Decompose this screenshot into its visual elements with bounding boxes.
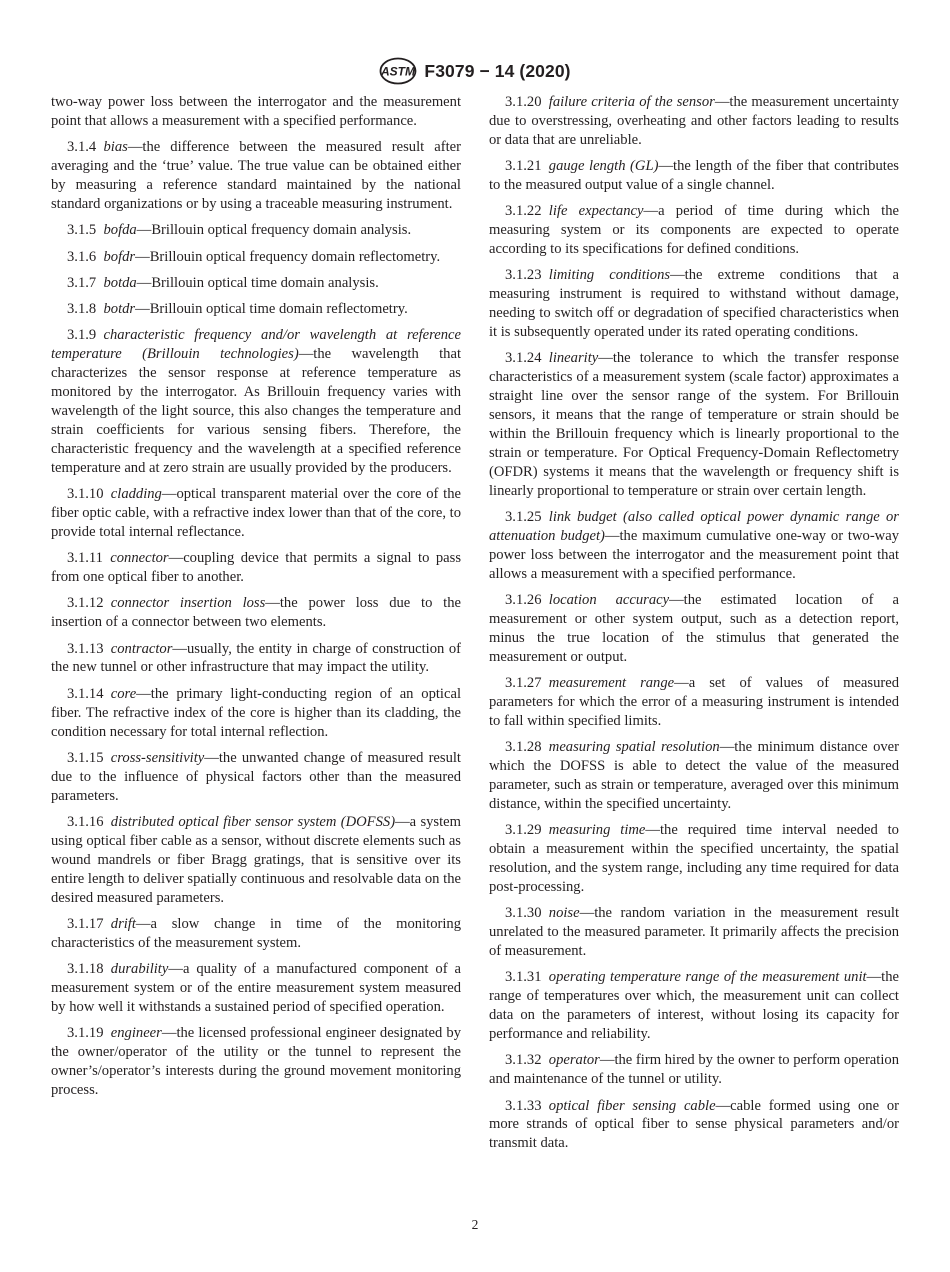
definition-3-1-19 [51,1024,461,1100]
definition-3-1-17 [51,915,461,953]
section-number: 3.1.21 [505,158,542,175]
section-number: 3.1.5 [67,222,97,239]
definition-text: —the difference between the measured result after averaging and the ‘true’ value. The true value can be obtained either by measuring a reference standard maintained by the national standard organizations or by using a traceable measuring instrument. [51,139,461,212]
term: failure criteria of the sensor [548,94,715,110]
section-number: 3.1.15 [67,749,104,766]
definition-text: —Brillouin optical time domain analysis. [136,274,379,291]
section-number: 3.1.14 [67,685,104,702]
definition-text: —cable formed using one or more strands of optical fiber to sense physical parameters and/or transmit data. [489,1097,899,1152]
term: cross-sensitivity [110,749,205,766]
definition-3-1-28 [489,738,899,814]
section-number: 3.1.28 [505,739,542,756]
definition-3-1-11 [51,549,461,587]
definition-3-1-14 [51,685,461,742]
page-number: 2 [471,1217,479,1232]
definition-3-1-15 [51,749,461,806]
definition-text: —the measurement uncertainty due to overstressing, overheating and other factors leading to results or data that are unreliable. [489,94,899,148]
term: connector insertion loss [110,595,266,612]
definition-text: —the power loss due to the insertion of a connector between two elements. [51,595,461,631]
section-number: 3.1.11 [67,550,103,567]
astm-logo [379,57,417,85]
term: limiting conditions [548,267,671,284]
definition-text: —the minimum distance over which the DOFSS is able to detect the value of the measured parameter, such as strain or temperature, averaged over this minimum distance, within the specified uncertainty. [489,739,900,812]
section-number: 3.1.13 [67,640,104,657]
definition-3-1-7 [51,274,461,293]
section-number: 3.1.22 [505,203,542,220]
right-column [489,93,899,1153]
definition-3-1-6 [51,248,461,267]
section-number: 3.1.20 [505,94,542,110]
term: optical fiber sensing cable [548,1097,716,1114]
term: operator [548,1052,600,1069]
definition-text: —the tolerance to which the transfer response characteristics of a measurement system (scale factor) approximates a straight line over the sensor range of the system. For Brillouin sensors, it means that the range of temperature or strain should be within the Brillouin frequency which is linearly proportional to the strain or temperature. For Optical Frequency-Domain Reflectometry (OFDR) systems it means that the wavelength or frequency shift is linearly proportional to temperature or strain over certain length. [489,350,899,499]
definition-3-1-13 [51,640,461,678]
page-header [0,56,950,86]
definition-3-1-18 [51,960,461,1017]
term: durability [110,961,169,978]
definition-text: —a system using optical fiber cable as a sensor, without discrete elements such as wound mandrels or fiber Bragg gratings, that is sensitive over its entire length to deliver spatially continuous and resolvable data on the desired measured parameters. [51,813,461,906]
definition-3-1-26 [489,591,899,667]
definition-text: —optical transparent material over the core of the fiber optic cable, with a refractive index lower than that of the core, to provide total internal reflectance. [51,486,461,540]
section-number: 3.1.33 [505,1097,542,1114]
definition-text: —a period of time during which the measuring system or its components are expected to operate according to its specifications for defined conditions. [489,203,899,258]
definition-text: —the unwanted change of measured result due to the influence of physical factors other than the measured parameters. [51,749,461,804]
definition-3-1-12 [51,594,461,632]
term: connector [110,550,169,567]
section-number: 3.1.4 [67,139,97,156]
definition-text: —the licensed professional engineer designated by the owner/operator of the utility or the tunnel to represent the owner’s/operator’s interests during the ground movement monitoring process. [51,1025,461,1098]
definition-3-1-32 [489,1051,899,1089]
section-number: 3.1.25 [505,509,542,526]
definition-continuation [51,93,461,131]
definition-3-1-27 [489,674,899,731]
term: characteristic frequency and/or wavelength at reference temperature (Brillouin technologies) [51,327,461,363]
definition-text: —the length of the fiber that contributes to the measured output value of a single channel. [489,158,899,194]
definition-3-1-31 [489,968,899,1044]
definition-3-1-30 [489,904,899,961]
term: noise [548,905,580,922]
term: contractor [110,640,173,657]
definition-text: —the primary light-conducting region of an optical fiber. The refractive index of the core is higher than its cladding, the condition necessary for total internal reflection. [51,685,461,740]
term: botda [103,274,137,291]
definition-3-1-29 [489,821,899,897]
term: cladding [110,486,162,503]
definition-text: —a slow change in time of the monitoring characteristics of the measurement system. [51,915,461,951]
definition-text: —the extreme conditions that a measuring instrument is required to withstand without damage, needing to switch off or degradation of specified characteristics when it is subsequently operated under its rated operating conditions. [489,267,899,341]
definition-text: —the maximum cumulative one-way or two-way power loss between the interrogator and the measurement point that allows a measurement with a specified performance. [489,527,899,582]
section-number: 3.1.30 [505,905,542,922]
definition-text: —coupling device that permits a signal to pass from one optical fiber to another. [51,550,461,586]
section-number: 3.1.31 [505,969,542,986]
definition-3-1-9 [51,326,461,477]
definition-3-1-33 [489,1097,899,1154]
definition-text: two-way power loss between the interrogator and the measurement point that allows a measurement with a specified performance. [51,94,461,129]
definition-text: —Brillouin optical time domain reflectometry. [135,301,408,318]
section-number: 3.1.19 [67,1025,104,1042]
term: botdr [103,301,136,318]
left-column [51,93,461,1100]
term: location accuracy [548,592,670,609]
definition-text: —usually, the entity in charge of construction of the new tunnel or other infrastructure that may impact the utility. [51,640,461,676]
definition-text: —the random variation in the measurement result unrelated to the measured parameter. It primarily affects the precision of measurement. [489,905,899,960]
section-number: 3.1.16 [67,813,104,830]
section-number: 3.1.12 [67,595,104,612]
section-number: 3.1.7 [67,274,97,291]
definition-3-1-23 [489,266,899,342]
definition-text: —a quality of a manufactured component of a measurement system or of the entire measurement system measured by how well it withstands a sustained period of specified operation. [51,961,461,1015]
term: life expectancy [548,203,644,220]
section-number: 3.1.17 [67,915,104,932]
term: core [110,685,137,702]
definition-text: —the firm hired by the owner to perform operation and maintenance of the tunnel or utility. [489,1052,899,1088]
term: engineer [110,1025,162,1042]
section-number: 3.1.8 [67,301,97,318]
definition-3-1-8 [51,300,461,319]
definition-3-1-22 [489,202,899,259]
section-number: 3.1.10 [67,486,104,503]
term: measuring time [548,822,646,839]
definition-text: —the range of temperatures over which, the measurement unit can collect data on the parameters of interest, without losing its capacity for performance and reliability. [489,969,899,1043]
term: link budget (also called optical power dynamic range or attenuation budget) [489,509,899,544]
definition-3-1-10 [51,485,461,542]
section-number: 3.1.9 [67,327,97,344]
definition-3-1-5 [51,221,461,240]
definition-3-1-4 [51,138,461,214]
term: drift [110,915,136,932]
term: gauge length (GL) [548,158,659,175]
definition-3-1-25 [489,508,899,584]
section-number: 3.1.26 [505,592,542,609]
term: bofda [103,222,137,239]
svg-text:ASTM: ASTM [381,64,416,79]
document-designation: F3079 − 14 (2020) [424,60,571,81]
definition-3-1-24 [489,349,899,500]
definition-3-1-20 [489,93,899,150]
definition-text: —the wavelength that characterizes the sensor response at reference temperature as monitored by the interrogator. As Brillouin frequency varies with wavelength of the light source, this also changes the temperature and strain coefficients for various sensing fibers. Therefore, the characteristic frequency and the wavelength at a specified reference temperature and at zero strain are usually provided by the producers. [51,346,461,476]
section-number: 3.1.29 [505,822,542,839]
section-number: 3.1.27 [505,675,542,692]
section-number: 3.1.23 [505,267,542,284]
section-number: 3.1.32 [505,1052,542,1069]
section-number: 3.1.18 [67,961,104,978]
definition-text: —a set of values of measured parameters for which the error of a measuring instrument is intended to fall within specified limits. [489,675,899,729]
term: distributed optical fiber sensor system (DOFSS) [110,813,396,830]
definition-text: —the estimated location of a measurement or other system output, such as a detection report, minus the true location of the stimulus that generated the measurement or output. [489,592,899,665]
term: measuring spatial resolution [548,739,720,756]
definition-3-1-21 [489,157,899,195]
term: bofdr [103,248,136,265]
definition-3-1-16 [51,813,461,908]
term: operating temperature range of the measurement unit [548,969,867,986]
term: linearity [548,350,599,367]
definition-text: —Brillouin optical frequency domain analysis. [136,222,412,239]
term: bias [103,139,128,156]
definition-text: —Brillouin optical frequency domain reflectometry. [135,248,441,265]
section-number: 3.1.24 [505,350,542,367]
section-number: 3.1.6 [67,248,97,265]
definition-text: —the required time interval needed to obtain a measurement within the specified uncertainty, the spatial resolution, and the system range, including any time required for data post-processing. [489,822,899,895]
term: measurement range [548,675,675,692]
